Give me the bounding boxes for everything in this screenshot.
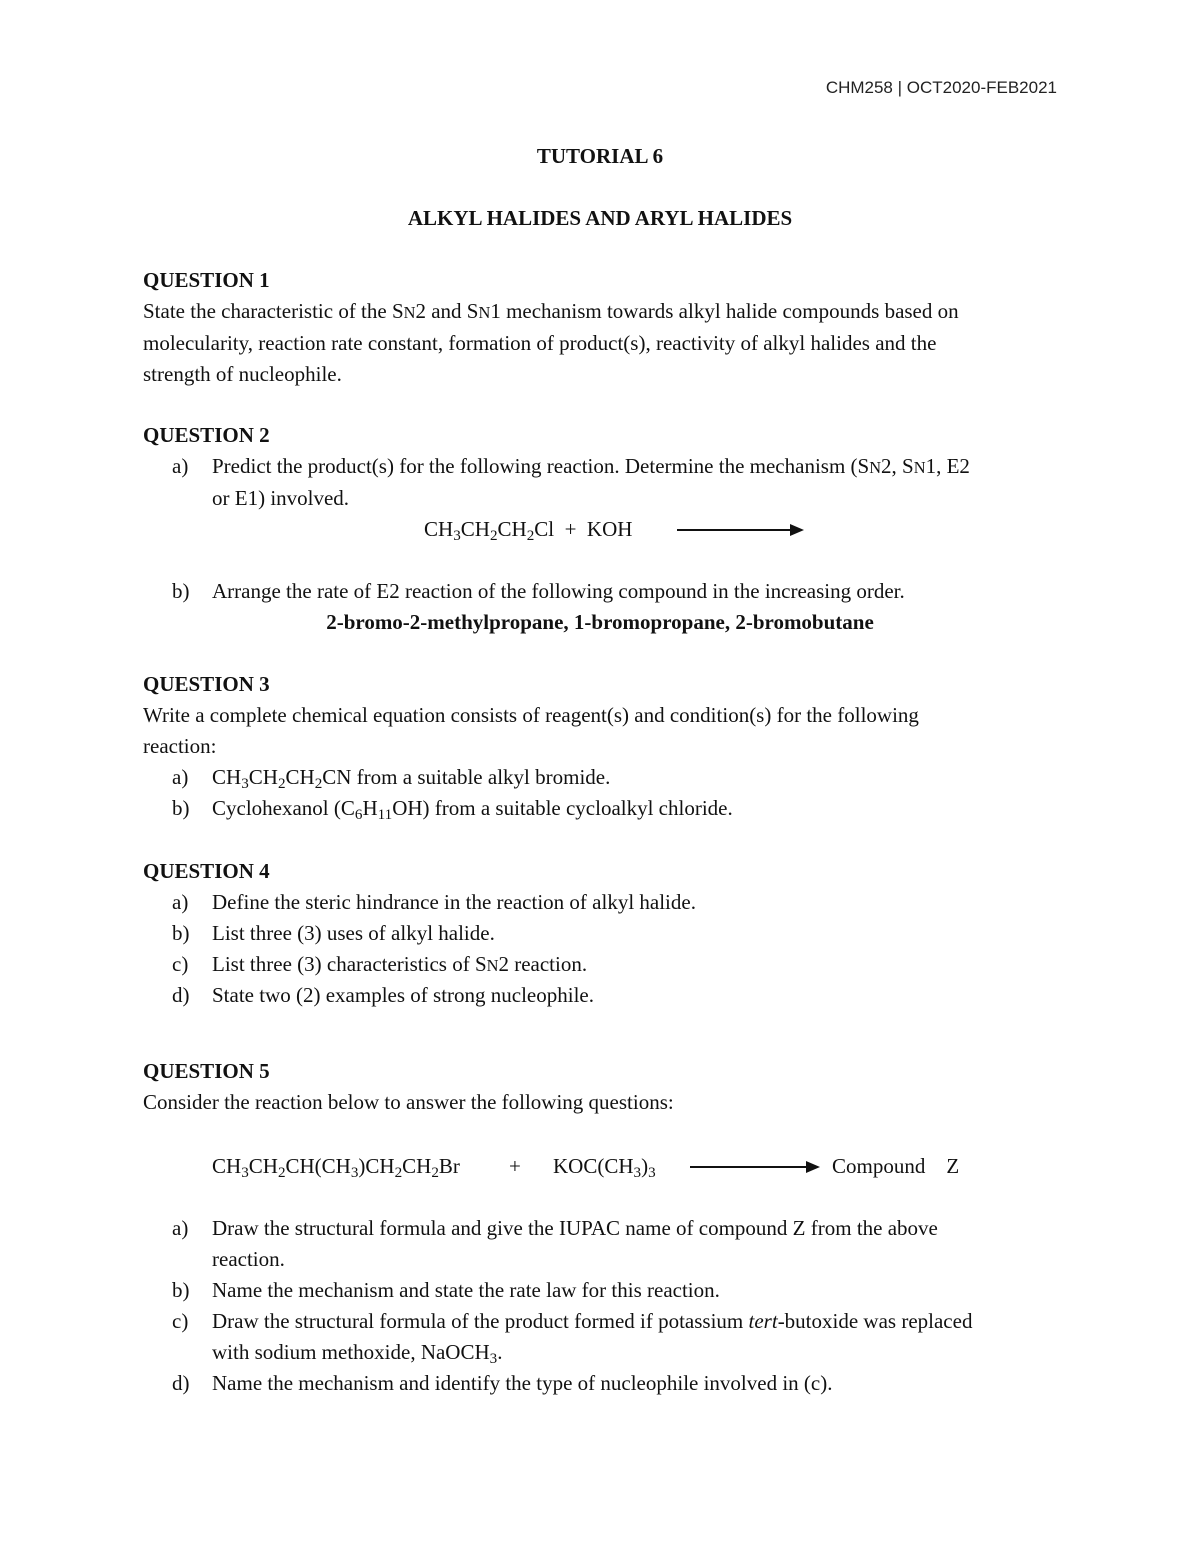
- q1-line-1: State the characteristic of the SN2 and SN1 mechanism towards alkyl halide compounds based on: [143, 299, 959, 323]
- tutorial-title: TUTORIAL 6: [536, 144, 664, 168]
- question-3-heading: QUESTION 3: [143, 672, 270, 696]
- q2-compound-list: 2-bromo-2-methylpropane, 1-bromopropane, 2-bromobutane: [326, 610, 874, 634]
- q5-reaction-arrow: [690, 1159, 825, 1175]
- q5-product: Compound Z: [832, 1154, 960, 1178]
- question-3-text: Write a complete chemical equation consists of reagent(s) and condition(s) for the following reaction:: [143, 703, 919, 758]
- q1-line-2: molecularity, reaction rate constant, formation of product(s), reactivity of alkyl halides and the: [143, 331, 937, 355]
- q5-reagent: $KOC(CH_3)_3$: [553, 1154, 656, 1181]
- question-1-heading: QUESTION 1: [143, 268, 270, 292]
- q2-reaction-arrow: [677, 522, 807, 538]
- question-2-heading: QUESTION 2: [143, 423, 270, 447]
- q5-reactant: $CH_3CH_2CH(CH_3)CH_2CH_2Br$: [212, 1154, 460, 1181]
- q2-equation: $CH_3CH_2CH_2Cl$ + KOH: [424, 517, 633, 544]
- page-header: CHM258 | OCT2020-FEB2021: [825, 78, 1057, 97]
- tutorial-subtitle: ALKYL HALIDES AND ARYL HALIDES: [407, 206, 793, 230]
- question-5-intro: Consider the reaction below to answer the following questions:: [143, 1090, 674, 1114]
- q5-plus: +: [509, 1154, 521, 1178]
- q1-sn-subscript: N: [478, 303, 491, 322]
- question-5-heading: QUESTION 5: [143, 1059, 270, 1083]
- question-1-text: [143, 296, 1058, 390]
- question-4-heading: QUESTION 4: [143, 859, 270, 883]
- q1-line-3: strength of nucleophile.: [143, 362, 342, 386]
